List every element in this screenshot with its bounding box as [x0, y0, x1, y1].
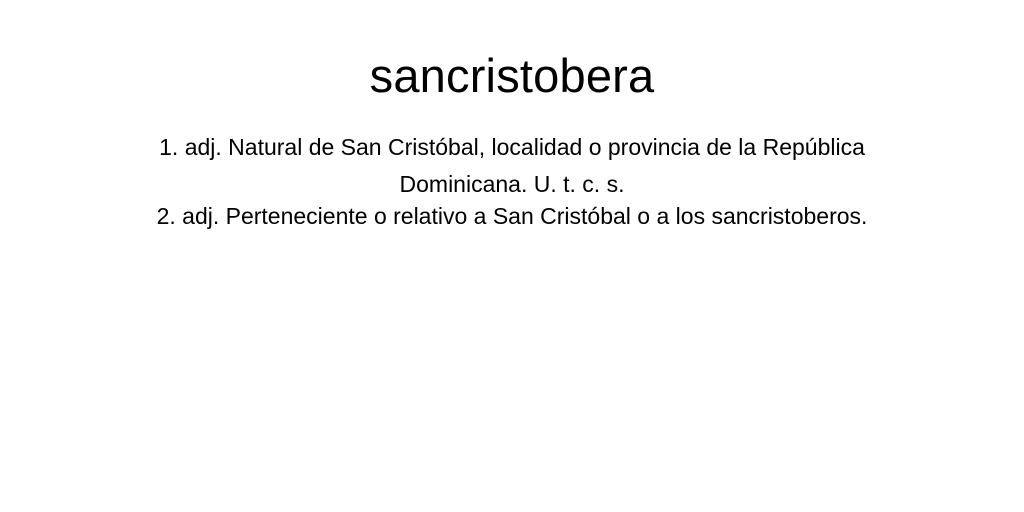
- definition-1: 1. adj. Natural de San Cristóbal, localidad o provincia de la República Dominicana. U. t. c. s.: [159, 134, 865, 197]
- entry-headword: sancristobera: [369, 49, 655, 102]
- definition-2: 2. adj. Perteneciente o relativo a San Cristóbal o a los sancristoberos.: [156, 203, 868, 229]
- dictionary-entry: [0, 0, 1024, 235]
- definition-list: [0, 129, 1024, 235]
